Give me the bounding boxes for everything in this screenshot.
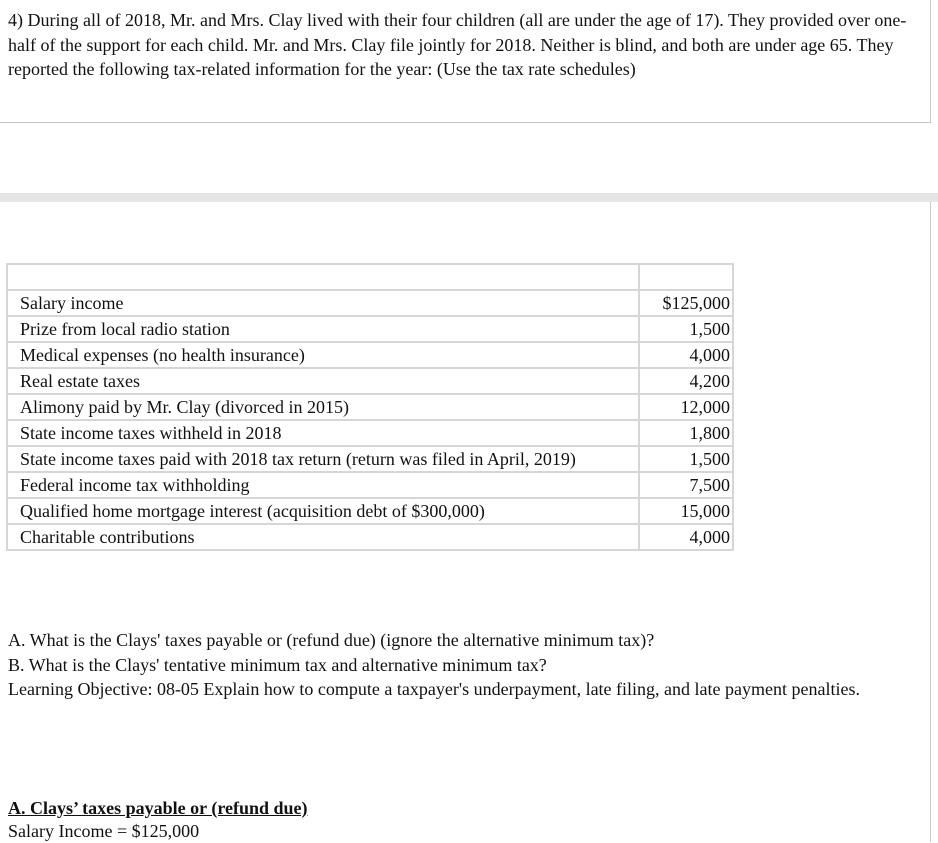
row-amount: 1,500	[639, 316, 733, 342]
table-row	[7, 446, 733, 472]
question-a: A. What is the Clays' taxes payable or (refund due) (ignore the alternative minimum tax)?	[8, 630, 655, 650]
answer-line: Salary Income = $125,000	[8, 821, 200, 841]
row-label: Charitable contributions	[7, 524, 639, 550]
table-row	[7, 498, 733, 524]
table-row	[7, 290, 733, 316]
row-amount: 15,000	[639, 498, 733, 524]
question-b: B. What is the Clays' tentative minimum tax and alternative minimum tax?	[8, 654, 547, 675]
row-amount: 4,000	[639, 524, 733, 550]
row-amount: 1,500	[639, 446, 733, 472]
row-label: Real estate taxes	[7, 368, 639, 394]
row-amount: 1,800	[639, 420, 733, 446]
right-border	[930, 202, 931, 842]
answer-heading: A. Clays’ taxes payable or (refund due)	[8, 798, 308, 818]
table-row	[7, 472, 733, 498]
row-amount: 7,500	[639, 472, 733, 498]
table-row	[7, 394, 733, 420]
row-label: Federal income tax withholding	[7, 472, 639, 498]
row-amount: 12,000	[639, 394, 733, 420]
table-row	[7, 420, 733, 446]
learning-objective: Learning Objective: 08-05 Explain how to compute a taxpayer's underpayment, late filing, and late payment penalties.	[8, 679, 860, 699]
row-label: Medical expenses (no health insurance)	[7, 342, 639, 368]
row-amount: $125,000	[639, 290, 733, 316]
row-label: State income taxes paid with 2018 tax return (return was filed in April, 2019)	[7, 446, 639, 472]
row-label: Qualified home mortgage interest (acquisition debt of $300,000)	[7, 498, 639, 524]
tax-info-table	[6, 263, 734, 551]
table-row	[7, 342, 733, 368]
section-divider	[0, 193, 938, 202]
table-row	[7, 524, 733, 550]
question-text: 4) During all of 2018, Mr. and Mrs. Clay lived with their four children (all are under the age of 17). They provided over one-half of the support for each child. Mr. and Mrs. Clay file jointly for 2018. Neither is blind, and both are under age 65. They reported the following tax-related information for the year: (Use the tax rate schedules)	[8, 10, 907, 79]
row-amount: 4,000	[639, 342, 733, 368]
table-row	[7, 368, 733, 394]
row-label: Salary income	[7, 290, 639, 316]
table-header-row	[7, 264, 733, 290]
row-label: Alimony paid by Mr. Clay (divorced in 2015)	[7, 394, 639, 420]
question-box	[0, 0, 931, 123]
table-row	[7, 316, 733, 342]
questions-block	[8, 628, 908, 702]
row-amount: 4,200	[639, 368, 733, 394]
row-label: State income taxes withheld in 2018	[7, 420, 639, 446]
row-label: Prize from local radio station	[7, 316, 639, 342]
